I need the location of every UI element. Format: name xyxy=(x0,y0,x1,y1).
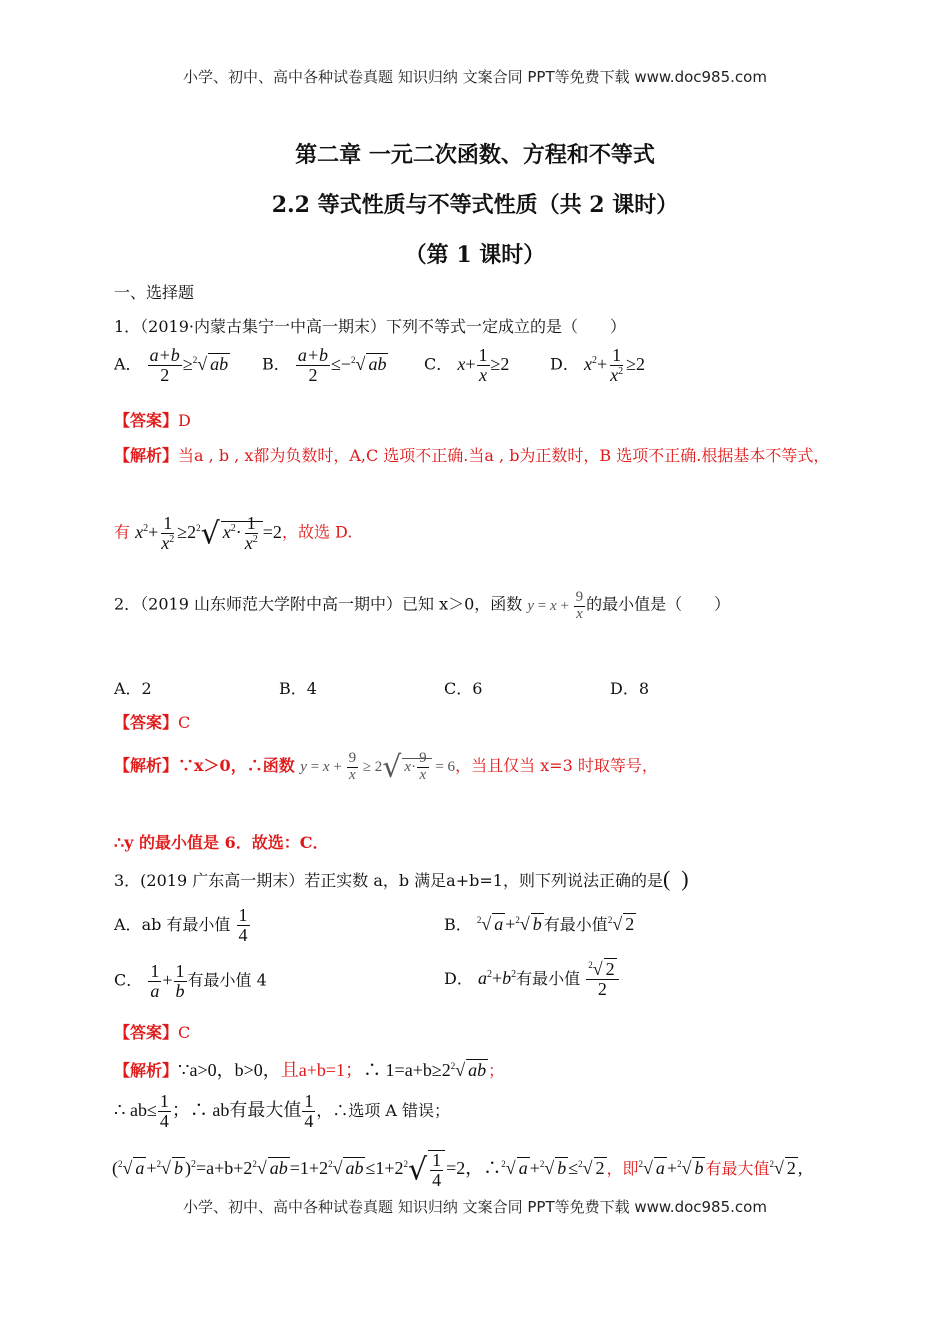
section-label: 一、选择题 xyxy=(114,283,195,302)
q1-option-c: C． x+ $\frac{1}{x}$ ≥2 xyxy=(424,345,510,385)
q2-stem: 2．（2019 山东师范大学附中高一期中）已知 x＞0，函数 y = x + $\frac{9}{x}$ 的最小值是（ ） xyxy=(114,589,731,622)
q2-answer: 【答案】C xyxy=(114,713,191,732)
q1-option-b: B． $\frac{a+b}{2}$ ≤−$^2$√ ab xyxy=(262,345,387,385)
q3-answer: 【答案】C xyxy=(114,1023,191,1042)
q2-option-d: D．8 xyxy=(610,679,650,698)
q2-conclusion: ∴y 的最小值是 6．故选：C． xyxy=(114,833,329,852)
q3-option-c: C． $\frac{1}{a}$ + $\frac{1}{b}$ 有最小值 4 xyxy=(114,961,267,1001)
q3-analysis-line3: ($^2$√ a +$^2$√ b )$^2=a+b+2^2√$ ab $=1+2^2√$ ab $\le 1+2^2√$ $\frac{1}{4}$ =2，∴$^2$√ a +$^2$√ b ≤$^2$√ 2 ，即$^2$√ a +$^2$√ b 有最大值$^2$√ 2 , xyxy=(112,1150,803,1190)
q1-answer: 【答案】D xyxy=(114,411,191,430)
q3-analysis-line1: 【解析】∵a>0，b>0，且a+b=1；∴ $1=a+b\ge 2^2√$ ab ； xyxy=(114,1060,505,1080)
header-banner: 小学、初中、高中各种试卷真题 知识归纳 文案合同 PPT等免费下载 www.doc985.com xyxy=(183,68,767,86)
q2-option-b: B．4 xyxy=(279,679,317,698)
q3-option-d: D． $a^2+b^2$有最小值 $\frac{^2√ 2}{2}$ xyxy=(444,960,620,999)
q3-option-b: B． $^2$√ a +$^2$√ b 有最小值$^2$√ 2 xyxy=(444,914,635,934)
section-title: 2.2 等式性质与不等式性质（共 2 课时） xyxy=(271,192,679,218)
lesson-title: （第 1 课时） xyxy=(404,242,546,268)
q1-stem: 1．（2019·内蒙古集宁一中高一期末）下列不等式一定成立的是（ ） xyxy=(114,317,626,336)
q1-option-d: D． $x^2+$ $\frac{1}{x^2}$ ≥2 xyxy=(550,345,645,385)
q2-option-c: C．6 xyxy=(444,679,483,698)
q3-stem: 3．(2019 广东高一期末）若正实数 a，b 满足a+b=1，则下列说法正确的是( ) xyxy=(114,866,689,891)
q3-analysis-line2: ∴ ab≤ $\frac{1}{4}$ ；∴ ab有最大值 $\frac{1}{4}$ ，∴选项 A 错误； xyxy=(114,1091,451,1131)
q3-option-a: A．ab 有最小值 $\frac{1}{4}$ xyxy=(114,905,248,945)
q1-analysis-line1: 【解析】当a , b , x都为负数时，A,C 选项不正确.当a , b为正数时，B 选项不正确.根据基本不等式， xyxy=(114,446,830,465)
footer-banner: 小学、初中、高中各种试卷真题 知识归纳 文案合同 PPT等免费下载 www.doc985.com xyxy=(183,1198,767,1216)
q1-analysis-line2: 有 $x^2+$ $\frac{1}{x^2}$ $\ge 2^2√$ $x^2\cdot$ $\frac{1}{x^2}$ =2，故选 D. xyxy=(114,513,353,553)
chapter-title: 第二章 一元二次函数、方程和不等式 xyxy=(295,142,655,168)
q2-analysis: 【解析】∵x＞0，∴函数 y = x + $\frac{9}{x}$ ≥ 2√ x· $\frac{9}{x}$ = 6，当且仅当 x=3 时取等号， xyxy=(114,750,658,785)
q2-option-a: A．2 xyxy=(114,679,152,698)
q1-option-a: A． $\frac{a+b}{2}$ ≥$^2$√ ab xyxy=(114,345,229,385)
